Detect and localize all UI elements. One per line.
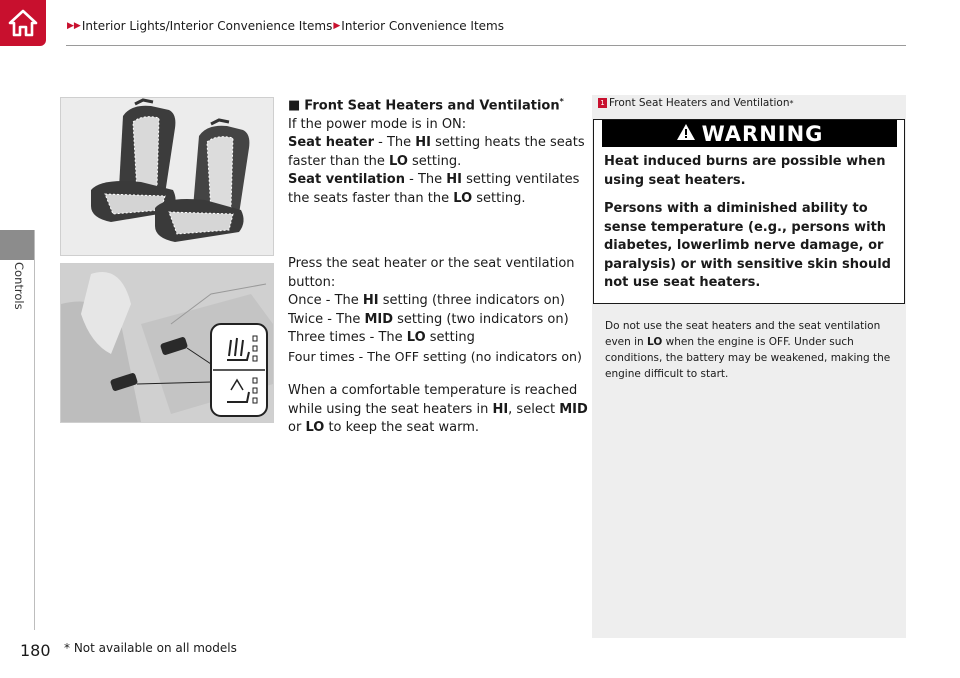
footnote: * Not available on all models <box>64 641 237 655</box>
breadcrumb-arrow-icon: ▶ <box>333 21 341 31</box>
page-number: 180 <box>20 641 51 660</box>
warning-header <box>602 120 897 147</box>
seat-ventilation-description: Seat ventilation - The HI setting ventilates the seats faster than the LO setting. <box>288 172 580 206</box>
press-once-text: Once - The HI setting (three indicators on) <box>288 293 565 309</box>
sidebar-title <box>598 97 793 109</box>
seat-heater-buttons-illustration <box>60 263 274 423</box>
section-tab-label: Controls <box>12 262 26 310</box>
press-instructions-intro: Press the seat heater or the seat ventilation button: <box>288 256 575 290</box>
section-title: Front Seat Heaters and Ventilation <box>304 98 560 114</box>
press-three-times-text: Three times - The LO setting <box>288 330 475 346</box>
warning-paragraph-sensitivity: Persons with a diminished ability to sense temperature (e.g., persons with diabetes, lowerlimb nerve damage, or paralysis) or with sensitive skin should not use seat heaters. <box>604 201 891 290</box>
power-mode-text: If the power mode is in ON: <box>288 116 467 132</box>
breadcrumb-link-interior-lights[interactable]: Interior Lights/Interior Convenience Items <box>81 19 333 33</box>
side-divider <box>34 230 35 630</box>
main-content <box>288 93 588 438</box>
press-four-times-text: Four times - The OFF setting (no indicators on) <box>288 348 582 364</box>
press-twice-text: Twice - The MID setting (two indicators on) <box>288 311 569 327</box>
warning-text <box>604 153 896 303</box>
warning-box <box>593 119 905 304</box>
front-seats-illustration <box>60 97 274 256</box>
section-square-icon: ■ <box>288 98 301 114</box>
header-divider <box>66 45 906 46</box>
section-heading <box>288 93 588 116</box>
sidebar-title-text: Front Seat Heaters and Ventilation <box>609 97 790 109</box>
sidebar-note: Do not use the seat heaters and the seat ventilation even in LO when the engine is OFF. Under such conditions, the battery may be weakened, making the engine difficult to start. <box>605 320 891 380</box>
home-button[interactable] <box>0 0 46 46</box>
comfort-temperature-text: When a comfortable temperature is reached while using the seat heaters in HI, select MID or LO to keep the seat warm. <box>288 383 588 436</box>
breadcrumb-arrow-icon: ▶▶ <box>67 21 81 31</box>
warning-heading: WARNING <box>701 121 824 146</box>
section-tab[interactable] <box>4 262 32 322</box>
breadcrumb <box>66 19 504 33</box>
breadcrumb-current[interactable]: Interior Convenience Items <box>341 19 504 33</box>
sidebar-availability-marker: * <box>789 98 794 108</box>
reference-number-badge: 1 <box>598 98 607 108</box>
warning-triangle-icon <box>676 122 696 146</box>
seat-heater-description: Seat heater - The HI setting heats the seats faster than the LO setting. <box>288 135 585 169</box>
section-tab-marker <box>0 230 34 260</box>
warning-paragraph-burns: Heat induced burns are possible when using seat heaters. <box>604 154 886 188</box>
availability-marker: * <box>559 97 564 106</box>
home-icon <box>7 8 39 38</box>
